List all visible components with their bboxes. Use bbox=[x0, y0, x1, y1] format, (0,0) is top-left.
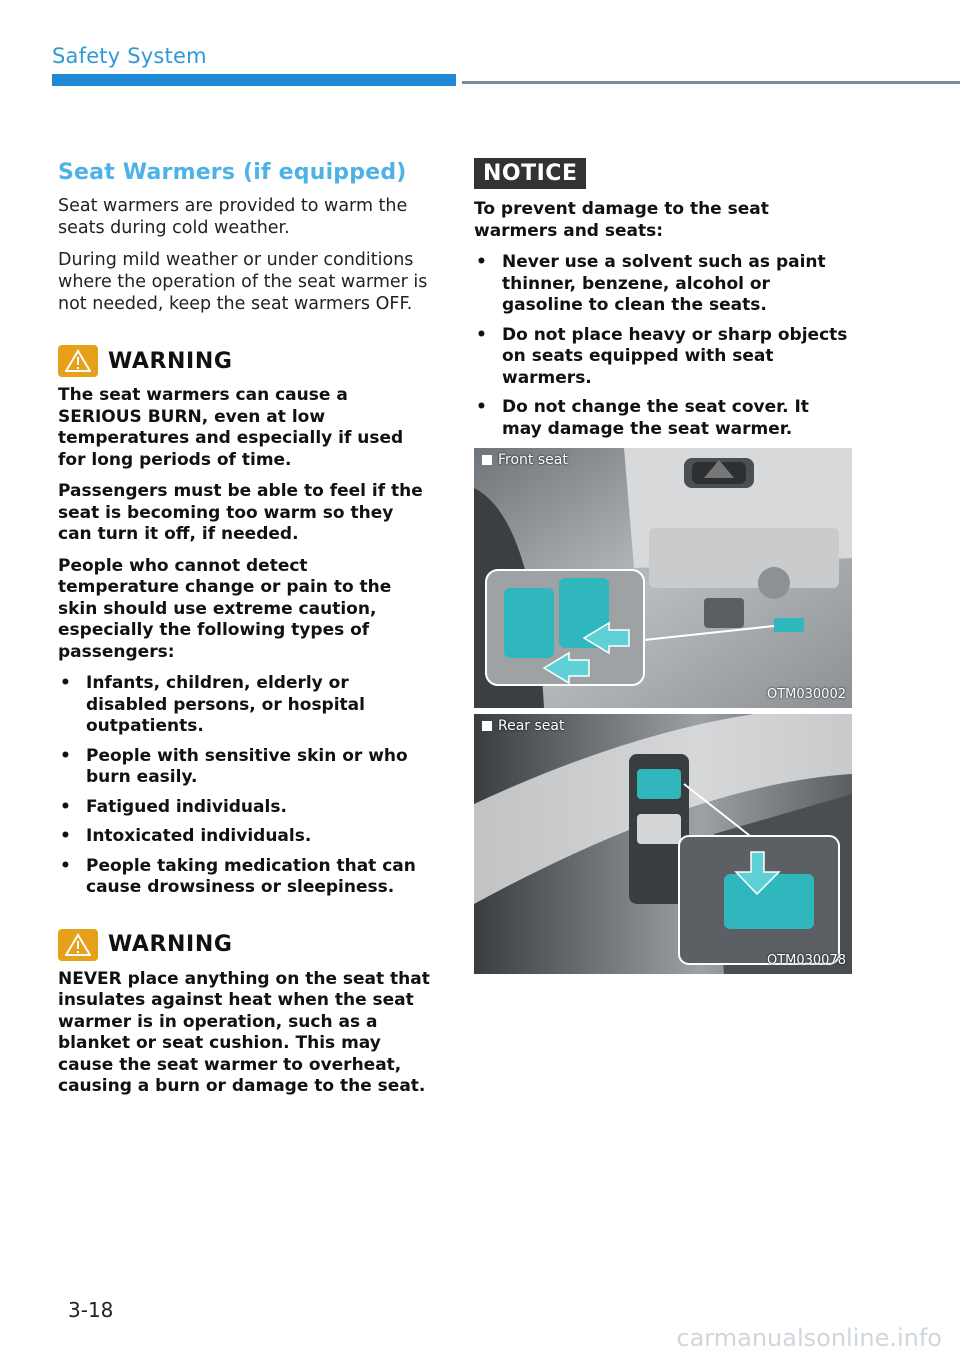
warning-bullet-list bbox=[58, 673, 430, 899]
header-rule-accent bbox=[52, 74, 456, 86]
section-title: Seat Warmers (if equipped) bbox=[58, 160, 407, 185]
warning-header bbox=[58, 345, 430, 377]
header-rule bbox=[462, 81, 960, 84]
warning-title: WARNING bbox=[108, 348, 233, 374]
rear-door-illustration bbox=[474, 714, 852, 974]
square-bullet-icon bbox=[482, 455, 492, 465]
notice-intro: To prevent damage to the seat warmers and seats: bbox=[474, 199, 769, 241]
right-column bbox=[474, 158, 852, 974]
figure-caption-text: Front seat bbox=[498, 452, 568, 468]
front-seat-figure bbox=[474, 448, 852, 708]
watermark: carmanualsonline.info bbox=[676, 1324, 942, 1352]
list-item: • Fatigued individuals. bbox=[58, 797, 430, 819]
warning-paragraph: NEVER place anything on the seat that insulates against heat when the seat warmer is in operation, such as a blanket or seat cushion. This may cause the seat warmer to overheat, causing a burn or damage to the seat. bbox=[58, 968, 430, 1096]
warning-paragraph: Passengers must be able to feel if the seat is becoming too warm so they can turn it off, if needed. bbox=[58, 481, 423, 544]
list-item: • Do not change the seat cover. It may damage the seat warmer. bbox=[474, 397, 852, 440]
figure-caption-text: Rear seat bbox=[498, 718, 565, 734]
warning-paragraph: The seat warmers can cause a SERIOUS BURN, even at low temperatures and especially if used for long periods of time. bbox=[58, 385, 404, 470]
list-item: • People with sensitive skin or who burn easily. bbox=[58, 746, 430, 789]
notice-bullet-list bbox=[474, 252, 852, 440]
warning-triangle-icon bbox=[58, 345, 98, 377]
notice-label: NOTICE bbox=[474, 158, 586, 189]
list-item: • People taking medication that can cause drowsiness or sleepiness. bbox=[58, 856, 430, 899]
warning-paragraph: People who cannot detect temperature change or pain to the skin should use extreme caution, especially the following types of passengers: bbox=[58, 555, 392, 662]
page-number: 3-18 bbox=[68, 1298, 114, 1322]
warning-title: WARNING bbox=[108, 932, 233, 957]
figure-caption bbox=[482, 452, 568, 468]
warning-triangle-icon bbox=[58, 929, 98, 961]
running-header: Safety System bbox=[52, 44, 207, 68]
left-column bbox=[58, 160, 430, 1108]
list-item: • Never use a solvent such as paint thinner, benzene, alcohol or gasoline to clean the seats. bbox=[474, 252, 852, 317]
front-console-illustration bbox=[474, 448, 852, 708]
figure-caption bbox=[482, 718, 564, 734]
list-item: • Intoxicated individuals. bbox=[58, 826, 430, 848]
list-item: • Infants, children, elderly or disabled persons, or hospital outpatients. bbox=[58, 673, 430, 738]
rear-seat-figure bbox=[474, 714, 852, 974]
warning-header bbox=[58, 929, 430, 961]
list-item: • Do not place heavy or sharp objects on seats equipped with seat warmers. bbox=[474, 325, 852, 390]
square-bullet-icon bbox=[482, 721, 492, 731]
intro-paragraph: During mild weather or under conditions where the operation of the seat warmer is not needed, keep the seat warmers OFF. bbox=[58, 250, 428, 314]
figure-code: OTM030002 bbox=[766, 687, 846, 702]
figure-code: OTM030078 bbox=[766, 953, 846, 968]
intro-paragraph: Seat warmers are provided to warm the seats during cold weather. bbox=[58, 196, 408, 238]
